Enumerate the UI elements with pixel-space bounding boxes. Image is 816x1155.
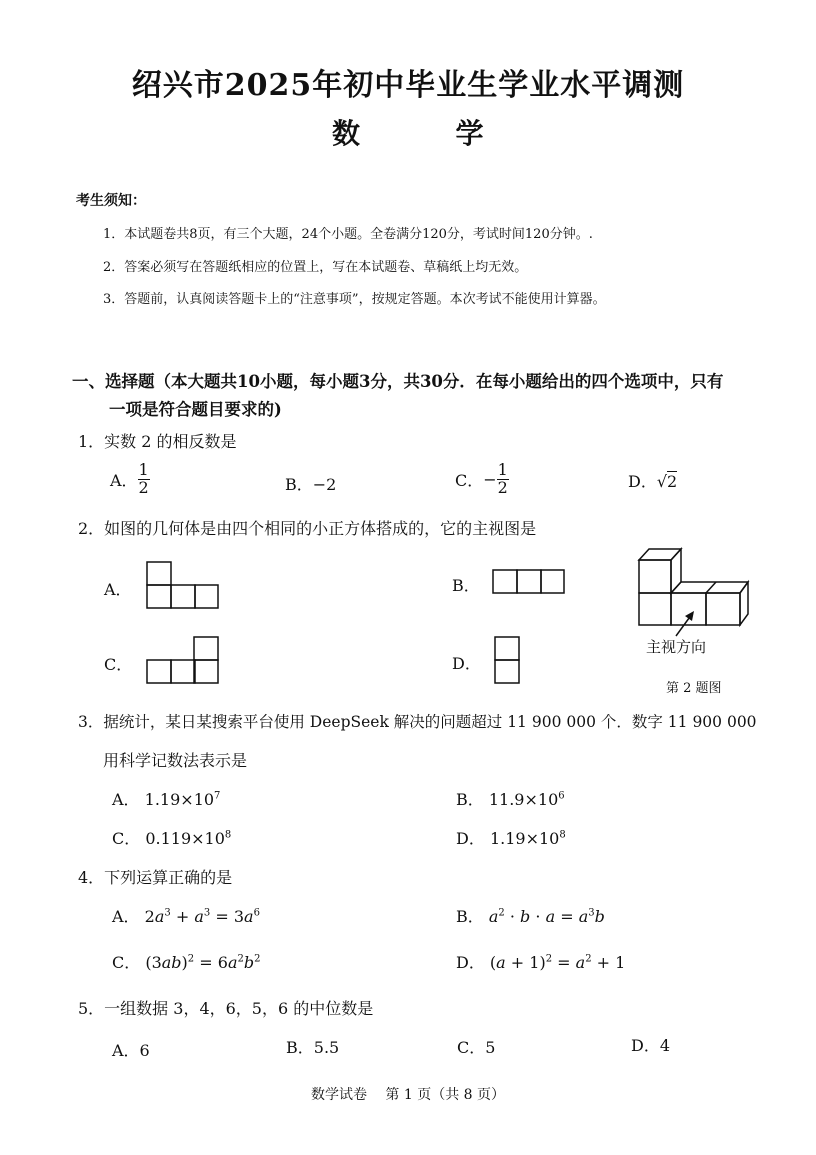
q2-option-b-label: B． [452,576,480,595]
q3-option-a: A． $1.19\times 10^7$ [112,790,221,809]
q1-stem: 1．实数 2 的相反数是 [78,432,237,451]
exam-title: 绍兴市2025年初中毕业生学业水平调测 [131,68,685,103]
q2-option-a-figure [146,561,220,610]
page-footer: 数学试卷 第 1 页（共 8 页） [310,1087,506,1103]
notice-item-1: 1．本试题卷共8页，有三个大题，24个小题。全卷满分120分，考试时间120分钟。. [103,227,593,242]
q3-option-c: C． $0.119\times 10^8$ [112,829,232,848]
subject-char-1: 数 [331,117,361,150]
q5-option-d: D．4 [631,1036,671,1055]
subject-char-2: 学 [455,117,485,150]
q1-option-b: B．−2 [285,475,337,494]
q2-option-b-figure [492,569,566,595]
q5-option-c: C．5 [457,1038,496,1057]
section-heading-line1: 一、选择题（本大题共10小题，每小题3分，共30分．在每小题给出的四个选项中，只有 [72,372,724,391]
q2-view-direction-label: 主视方向 [646,638,707,656]
q5-option-a: A．6 [112,1041,150,1060]
q4-option-d: D． $(a + 1)^2 = a^2 + 1$ [456,953,626,972]
notice-item-2: 2．答案必须写在答题纸相应的位置上，写在本试题卷、草稿纸上均无效。 [103,260,528,275]
q5-option-b: B．5.5 [286,1038,340,1057]
q4-option-a: A． $2a^3 + a^3 = 3a^6$ [112,907,260,926]
q1-c-fraction: $\frac{1}{2}$ [497,460,508,497]
subject-title [0,112,816,152]
notice-heading: 考生须知： [76,193,146,209]
q4-option-c: C． $(3ab)^2 = 6a^2b^2$ [112,953,261,972]
q1-option-a: A． $\frac{1}{2}$ [110,460,149,497]
q2-stem: 2．如图的几何体是由四个相同的小正方体搭成的，它的主视图是 [78,519,537,538]
q4-stem: 4．下列运算正确的是 [78,868,233,887]
q2-option-a-label: A． [104,580,132,599]
q2-option-c-figure [146,636,220,685]
q4-option-b: B． $a^2 \cdot b \cdot a = a^3b$ [456,907,605,926]
q3-stem-line2: 用科学记数法表示是 [103,751,248,770]
q3-option-d: D． $1.19\times 10^8$ [456,829,566,848]
q1-a-fraction: $\frac{1}{2}$ [138,460,149,497]
section-heading-line2: 一项是符合题目要求的) [109,400,282,419]
q3-option-b: B． $11.9\times 10^6$ [456,790,565,809]
q1-option-c: C． − $\frac{1}{2}$ [455,460,508,497]
q2-option-d-figure [494,636,521,685]
q2-figure-caption: 第 2 题图 [666,681,722,696]
notice-item-3: 3．答题前，认真阅读答题卡上的“注意事项”，按规定答题。本次考试不能使用计算器。 [103,292,606,307]
q5-stem: 5．一组数据 3，4，6，5，6 的中位数是 [78,999,374,1018]
q1-option-d: D．√2 [628,472,678,491]
q3-stem-line1: 3．据统计，某日某搜索平台使用 DeepSeek 解决的问题超过 11 900 000 个．数字 11 900 000 [78,713,757,731]
q2-option-c-label: C． [104,655,133,674]
q2-option-d-label: D． [452,654,481,673]
